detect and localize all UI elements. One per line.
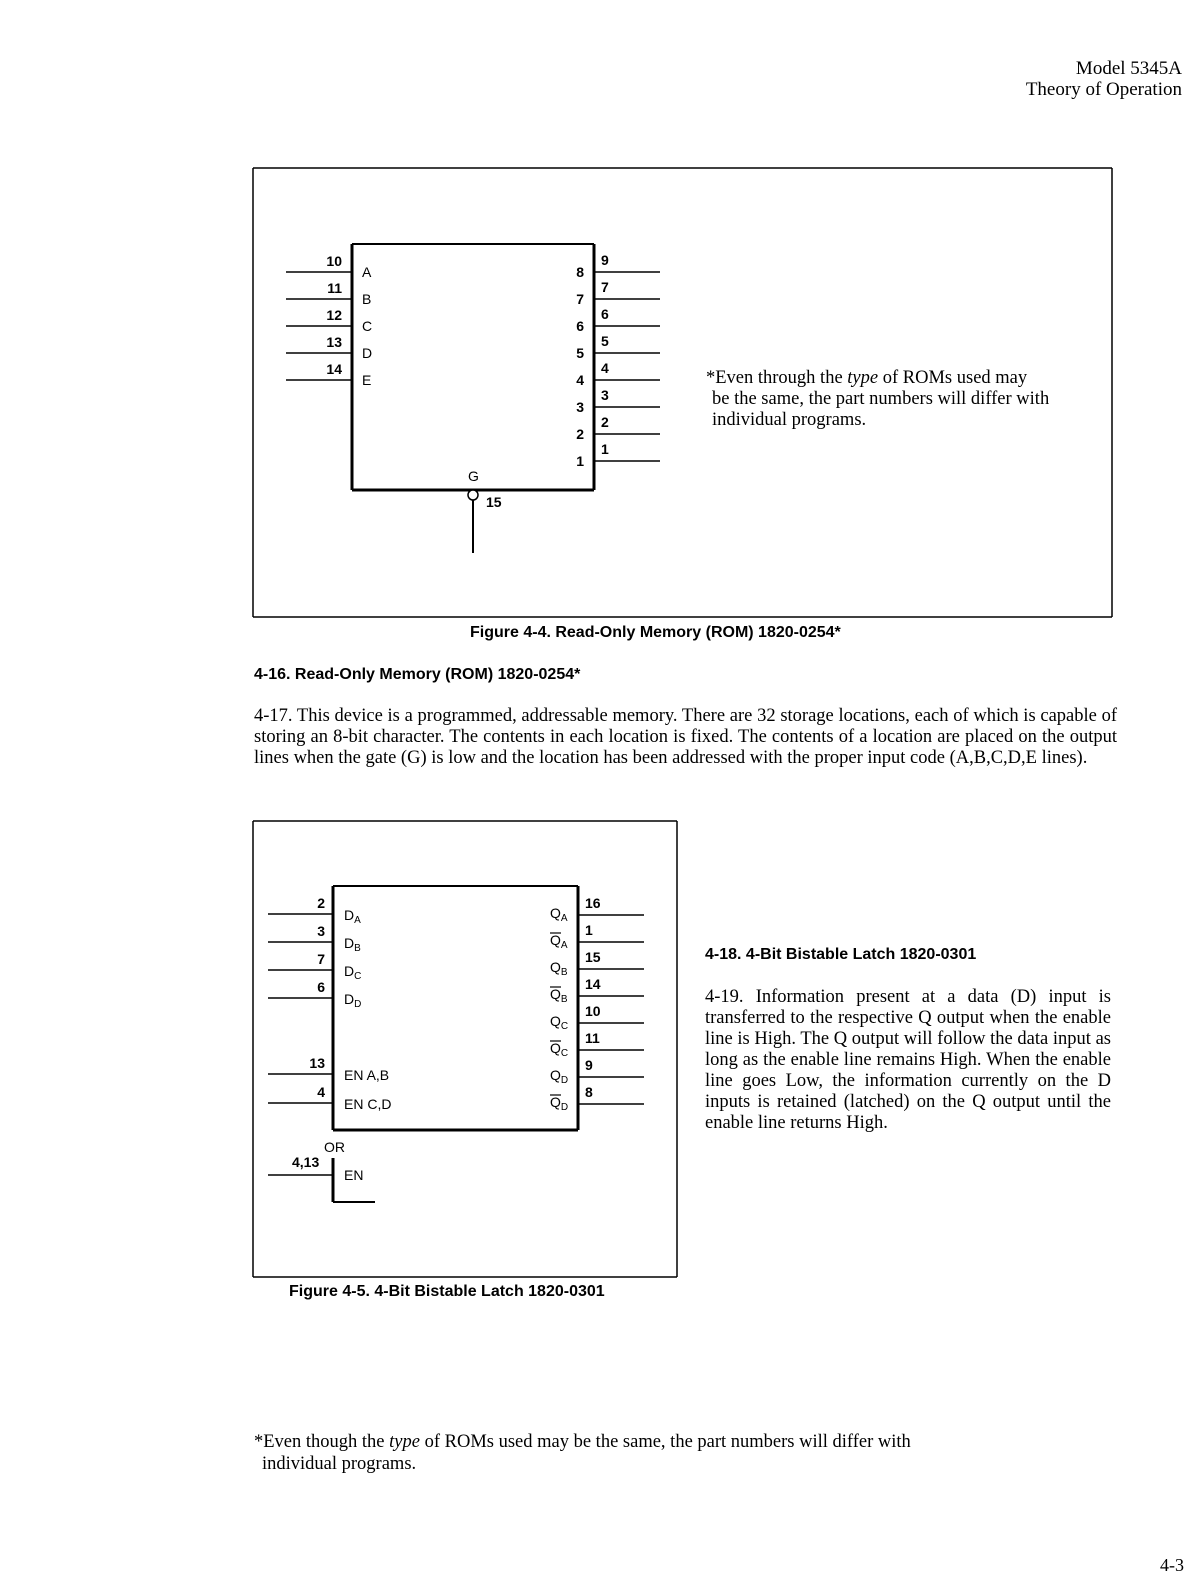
latch-enable-input-label: EN C,D xyxy=(344,1096,392,1112)
latch-output-pin: 1 xyxy=(585,922,593,938)
latch-output-label: $Q_C$ xyxy=(550,1013,569,1032)
rom-input-label: D xyxy=(362,345,373,361)
rom-gate-pin: 15 xyxy=(486,494,502,510)
figure-4-5-caption: Figure 4-5. 4-Bit Bistable Latch 1820-0301 xyxy=(289,1283,605,1300)
header-section: Theory of Operation xyxy=(1025,79,1182,100)
latch-data-input-label: $D_B$ xyxy=(344,935,361,954)
latch-output-pin: 9 xyxy=(585,1057,593,1073)
latch-data-input-pin: 6 xyxy=(317,979,325,995)
rom-input-label: A xyxy=(362,264,372,280)
latch-output-label: $Q_B$ xyxy=(550,986,568,1005)
rom-note-line2: be the same, the part numbers will differ with xyxy=(712,389,1050,409)
rom-input-pin: 10 xyxy=(326,253,342,269)
figure-4-4-diagram xyxy=(0,0,1204,640)
latch-enable-input-pin: 4 xyxy=(317,1084,325,1100)
rom-output-pin: 1 xyxy=(601,441,609,457)
rom-output-label: 5 xyxy=(576,345,584,361)
rom-output-pin: 7 xyxy=(601,279,609,295)
footnote-line1: *Even though the type of ROMs used may be the same, the part numbers will differ with xyxy=(254,1432,911,1452)
latch-data-input-label: $D_A$ xyxy=(344,907,361,926)
rom-input-pin: 11 xyxy=(327,280,342,296)
rom-output-label: 4 xyxy=(576,372,584,388)
latch-data-input-pin: 2 xyxy=(317,895,325,911)
rom-note-line1: *Even through the type of ROMs used may xyxy=(706,368,1028,388)
rom-input-label: B xyxy=(362,291,372,307)
page-number: 4-3 xyxy=(1160,1555,1184,1575)
rom-output-label: 6 xyxy=(576,318,584,334)
rom-input-label: E xyxy=(362,372,372,388)
figure-4-4-caption: Figure 4-4. Read-Only Memory (ROM) 1820-0254* xyxy=(470,624,841,641)
rom-input-pin: 13 xyxy=(326,334,342,350)
latch-data-input-label: $D_C$ xyxy=(344,963,362,982)
section-4-16-heading: 4-16. Read-Only Memory (ROM) 1820-0254* xyxy=(254,666,581,683)
latch-enable-input-pin: 13 xyxy=(309,1055,325,1071)
footnote-line2: individual programs. xyxy=(262,1454,417,1474)
latch-output-pin: 14 xyxy=(585,976,601,992)
latch-output-pin: 10 xyxy=(585,1003,601,1019)
rom-output-pin: 9 xyxy=(601,252,609,268)
rom-output-pin: 6 xyxy=(601,306,609,322)
rom-output-label: 8 xyxy=(576,264,584,280)
latch-output-pin: 16 xyxy=(585,895,601,911)
latch-data-input-pin: 3 xyxy=(317,923,325,939)
latch-or-label: OR xyxy=(324,1139,345,1155)
latch-output-label: $Q_B$ xyxy=(550,959,568,978)
latch-output-label: $Q_A$ xyxy=(550,932,568,951)
rom-output-pin: 2 xyxy=(601,414,609,430)
latch-output-label: $Q_D$ xyxy=(550,1094,569,1113)
rom-output-label: 7 xyxy=(576,291,584,307)
latch-output-pin: 8 xyxy=(585,1084,593,1100)
rom-note-line3: individual programs. xyxy=(712,410,867,430)
latch-output-label: $Q_C$ xyxy=(550,1040,569,1059)
rom-output-label: 1 xyxy=(576,453,584,469)
latch-data-input-pin: 7 xyxy=(317,951,325,967)
latch-output-label: $Q_A$ xyxy=(550,905,568,924)
latch-output-pin: 11 xyxy=(585,1030,600,1046)
rom-input-pin: 12 xyxy=(326,307,342,323)
header-model: Model 5345A xyxy=(1075,58,1182,79)
rom-input-pin: 14 xyxy=(326,361,342,377)
rom-output-label: 2 xyxy=(576,426,584,442)
latch-output-pin: 15 xyxy=(585,949,601,965)
latch-enable-input-label: EN A,B xyxy=(344,1067,390,1083)
latch-data-input-label: $D_D$ xyxy=(344,991,362,1010)
rom-output-pin: 4 xyxy=(601,360,609,376)
rom-gate-bubble xyxy=(468,490,478,500)
latch-output-label: $Q_D$ xyxy=(550,1067,569,1086)
rom-input-label: C xyxy=(362,318,373,334)
section-4-17-paragraph: 4-17. This device is a programmed, addressable memory. There are 32 storage locations, each of which is capable of storing an 8-bit character. The contents in each location is fixed. The contents of a location are placed on the output lines when the gate (G) is low and the location has been addressed with the proper input code (A,B,C,D,E lines). xyxy=(254,706,1117,768)
latch-alt-pin: 4,13 xyxy=(292,1154,320,1170)
section-4-19-paragraph: 4-19. Information present at a data (D) input is transferred to the respective Q output when the enable line is High. The Q output will follow the data input as long as the enable line remains High. When the enable line goes Low, the information currently on the D inputs is retained (latched) on the Q output until the enable line returns High. xyxy=(705,987,1111,1133)
rom-output-pin: 5 xyxy=(601,333,609,349)
figure-4-5-diagram xyxy=(0,810,700,1290)
rom-output-label: 3 xyxy=(576,399,584,415)
latch-alt-label: EN xyxy=(344,1167,364,1183)
rom-gate-label: G xyxy=(468,468,479,484)
section-4-18-heading: 4-18. 4-Bit Bistable Latch 1820-0301 xyxy=(705,946,977,963)
rom-output-pin: 3 xyxy=(601,387,609,403)
